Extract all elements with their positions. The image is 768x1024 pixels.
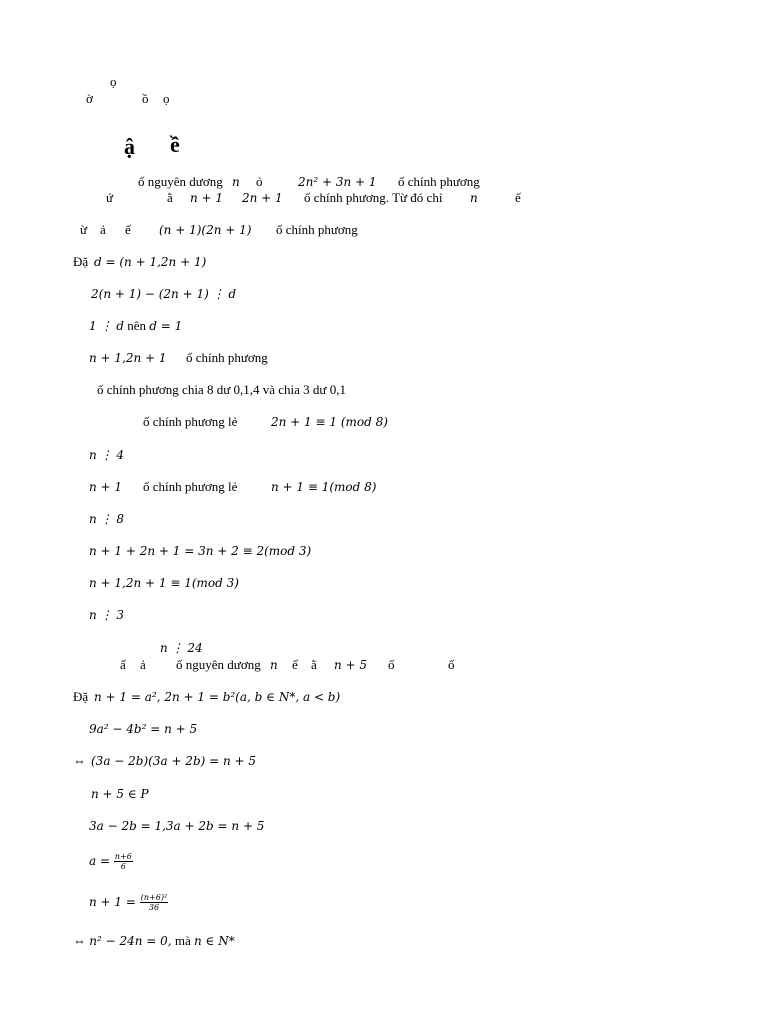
fraction-21-numerator: n+6 xyxy=(114,852,132,861)
solution-text-5: ố chính phương xyxy=(186,350,268,365)
problem-text-5: ằ xyxy=(167,190,173,205)
solution-expr-21-lhs: a = xyxy=(89,854,111,868)
header-fragment-1: ọ xyxy=(110,74,117,89)
fraction-21 xyxy=(114,852,133,871)
solution-text-15e: ằ xyxy=(311,657,317,672)
solution-text-7: ố chính phương lẻ xyxy=(143,414,238,429)
solution-text-16: Đặ xyxy=(73,689,89,704)
problem-text-3: ố chính phương xyxy=(398,174,480,189)
solution-text-15f: ố xyxy=(388,657,395,672)
solution-expr-18: (3a − 2b)(3a + 2b) = n + 5 xyxy=(91,754,257,768)
solution-expr-20: 3a − 2b = 1,3a + 2b = n + 5 xyxy=(89,819,265,833)
solution-expr-11: n + 1 + 2n + 1 = 3n + 2 ≡ 2(mod 3) xyxy=(89,544,312,558)
solution-text-6: ố chính phương chia 8 dư 0,1,4 và chia 3 dư 0,1 xyxy=(97,382,346,397)
fraction-22-denominator: 36 xyxy=(148,903,160,912)
solution-iff-18: ⇔ xyxy=(73,753,86,768)
problem-var-n-2: n xyxy=(470,191,478,205)
solution-var-15: n xyxy=(270,658,278,672)
solution-expr-23b: n ∈ N* xyxy=(194,934,235,948)
solution-expr-22-lhs: n + 1 = xyxy=(89,895,136,909)
problem-expression: 2n² + 3n + 1 xyxy=(298,175,377,189)
solution-expr-9b: n + 1 ≡ 1(mod 8) xyxy=(271,480,377,494)
solution-line-22 xyxy=(89,893,168,912)
solution-text-1c: ế xyxy=(125,222,131,237)
problem-var-n: n xyxy=(232,175,240,189)
solution-expr-12: n + 1,2n + 1 ≡ 1(mod 3) xyxy=(89,576,239,590)
solution-text-9: ố chính phương lẻ xyxy=(143,479,238,494)
problem-text-1: ố nguyên dương xyxy=(138,174,223,189)
solution-expr-23a: n² − 24n = 0, xyxy=(89,934,172,948)
solution-expr-16: n + 1 = a², 2n + 1 = b²(a, b ∈ N*, a < b) xyxy=(94,690,341,704)
solution-text-1a: ừ xyxy=(80,222,88,237)
solution-text-4: nên xyxy=(123,318,150,333)
problem-text-6: ố chính phương. Từ đó chỉ xyxy=(304,190,443,205)
solution-expr-3: 2(n + 1) − (2n + 1) ⋮ d xyxy=(91,287,237,301)
fraction-22-numerator: (n+6)² xyxy=(140,893,168,902)
solution-expr-8: n ⋮ 4 xyxy=(89,448,124,462)
solution-text-15d: ể xyxy=(292,657,298,672)
problem-text-4: ứ xyxy=(106,190,114,205)
heading-fragment-1: ậ xyxy=(124,134,135,159)
solution-text-15b: ả xyxy=(140,657,146,672)
solution-expr-13: n ⋮ 3 xyxy=(89,608,124,622)
solution-text-1b: ả xyxy=(100,222,106,237)
solution-expr-10: n ⋮ 8 xyxy=(89,512,124,526)
solution-expr-15: n + 5 xyxy=(334,658,368,672)
solution-expr-14: n ⋮ 24 xyxy=(160,641,203,655)
solution-expr-9a: n + 1 xyxy=(89,480,123,494)
solution-line-23 xyxy=(73,933,235,949)
solution-line-21 xyxy=(89,852,133,871)
solution-text-15a: ấ xyxy=(120,657,126,672)
solution-text-15c: ố nguyên dương xyxy=(176,657,261,672)
solution-expr-19: n + 5 ∈ P xyxy=(91,787,149,801)
fraction-21-denominator: 6 xyxy=(120,862,126,871)
solution-expr-4a: 1 ⋮ d xyxy=(89,319,124,333)
solution-expr-17: 9a² − 4b² = n + 5 xyxy=(89,722,198,736)
solution-text-1d: ố chính phương xyxy=(276,222,358,237)
solution-expr-1: (n + 1)(2n + 1) xyxy=(159,223,252,237)
solution-expr-5: n + 1,2n + 1 xyxy=(89,351,167,365)
solution-iff-23: ⇔ xyxy=(73,933,86,948)
header-fragment-4: ọ xyxy=(163,91,170,106)
problem-text-7: ế xyxy=(515,190,521,205)
problem-expression-3: 2n + 1 xyxy=(242,191,283,205)
problem-expression-2: n + 1 xyxy=(190,191,224,205)
header-fragment-3: ồ xyxy=(142,91,149,106)
header-fragment-2: ờ xyxy=(86,91,93,106)
solution-text-15g: ố xyxy=(448,657,455,672)
problem-text-2: ỏ xyxy=(256,174,263,189)
solution-text-2: Đặ xyxy=(73,254,89,269)
heading-fragment-2: ề xyxy=(170,132,180,157)
solution-expr-4b: d = 1 xyxy=(149,319,183,333)
solution-expr-7: 2n + 1 ≡ 1 (mod 8) xyxy=(271,415,388,429)
solution-text-23: mà xyxy=(171,933,194,948)
solution-expr-2: d = (n + 1,2n + 1) xyxy=(94,255,207,269)
solution-line-4 xyxy=(89,318,182,334)
fraction-22 xyxy=(140,893,168,912)
